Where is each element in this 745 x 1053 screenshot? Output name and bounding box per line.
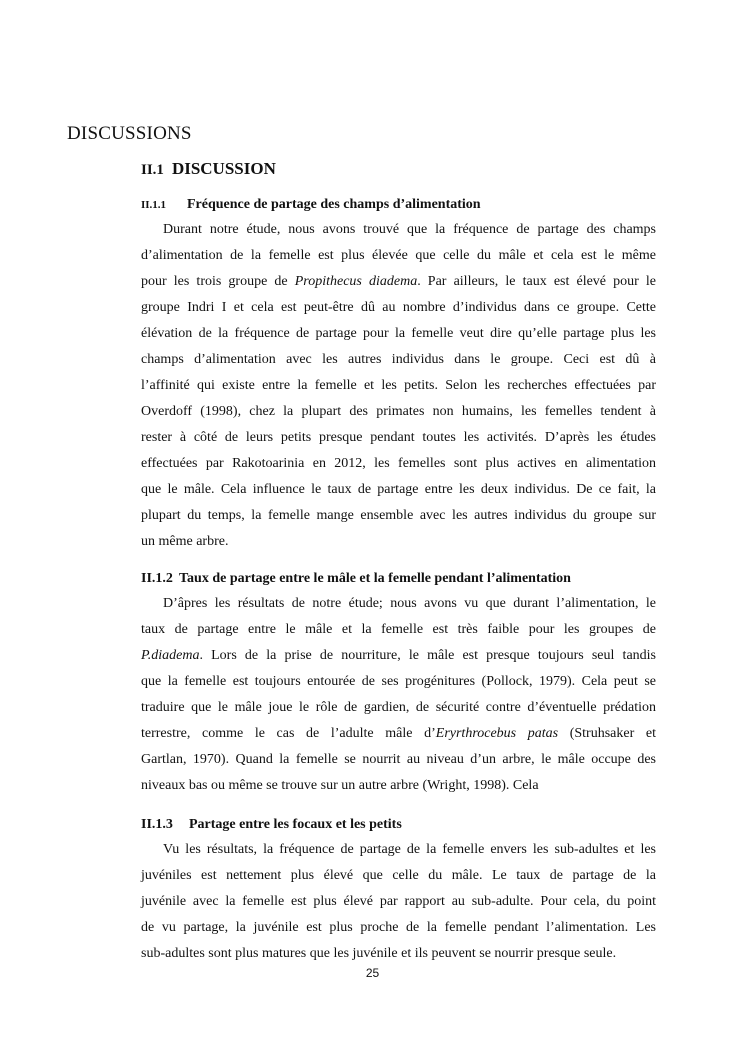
text-line: pour les trois groupe de Propithecus diadema. Par ailleurs, le taux est élevé pour le: [141, 274, 656, 289]
text-line: Vu les résultats, la fréquence de partage de la femelle envers les sub-adultes et les: [163, 842, 656, 857]
text-line: traduire que le mâle joue le rôle de gardien, de sécurité contre d’éventuelle prédation: [141, 700, 656, 715]
species-name: Eryrthrocebus patas: [435, 726, 559, 741]
text-line: champs d’alimentation avec les autres individus dans le groupe. Ceci est dû à: [141, 352, 656, 367]
text-line: que le mâle. Cela influence le taux de partage entre les deux individus. De ce fait, la: [141, 482, 656, 497]
text-line: groupe Indri I et cela est peut-être dû au nombre d’individus dans ce groupe. Cette: [141, 300, 656, 315]
subsection-heading: [141, 817, 402, 833]
text-line: P.diadema. Lors de la prise de nourriture, le mâle est presque toujours seul tandis: [141, 648, 656, 663]
subsection-title: Fréquence de partage des champs d’alimentation: [187, 197, 481, 212]
text-line: rester à côté de leurs petits presque pendant toutes les activités. D’après les études: [141, 430, 656, 445]
text-line: juvéniles est nettement plus élevé que celle du mâle. Le taux de partage de la: [141, 868, 656, 883]
species-name: Propithecus diadema: [294, 274, 418, 289]
subsection-number: II.1.2: [141, 571, 173, 586]
paragraph: [141, 591, 656, 799]
paragraph: [141, 217, 656, 555]
text-line: plupart du temps, la femelle mange ensemble avec les autres individus du groupe sur: [141, 508, 656, 523]
section-title: DISCUSSION: [171, 159, 276, 178]
text-line: niveaux bas ou même se trouve sur un autre arbre (Wright, 1998). Cela: [141, 778, 539, 793]
text-line: juvénile avec la femelle est plus élevé par rapport au sub-adulte. Pour cela, du point: [141, 894, 656, 909]
text-line: Gartlan, 1970). Quand la femelle se nourrit au niveau d’un arbre, le mâle occupe des: [141, 752, 656, 767]
text-line: un même arbre.: [141, 534, 229, 549]
subsection-title: Taux de partage entre le mâle et la femelle pendant l’alimentation: [179, 571, 571, 586]
section-number: II.1: [141, 162, 164, 178]
text-line: sub-adultes sont plus matures que les juvénile et ils peuvent se nourrir presque seule.: [141, 946, 617, 961]
text-line: élévation de la fréquence de partage pour la femelle veut dire qu’elle partage plus les: [141, 326, 656, 341]
page-number: 25: [365, 966, 380, 980]
text-line: taux de partage entre le mâle et la femelle est très faible pour les groupes de: [141, 622, 656, 637]
text-line: l’affinité qui existe entre la femelle et les petits. Selon les recherches effectuées par: [141, 378, 656, 393]
subsection-heading: [141, 197, 481, 213]
subsection-number: II.1.1: [141, 199, 167, 211]
chapter-heading: DISCUSSIONS: [67, 123, 192, 144]
text-line: que la femelle est toujours entourée de ses progénitures (Pollock, 1979). Cela peut se: [141, 674, 656, 689]
text-line: D’âpres les résultats de notre étude; nous avons vu que durant l’alimentation, le: [163, 596, 656, 611]
text-line: terrestre, comme le cas de l’adulte mâle d’Eryrthrocebus patas (Struhsaker et: [141, 726, 656, 741]
text-line: Durant notre étude, nous avons trouvé que la fréquence de partage des champs: [163, 222, 656, 237]
subsection-title: Partage entre les focaux et les petits: [189, 817, 402, 832]
text-line: d’alimentation de la femelle est plus élevée que celle du mâle et cela est le même: [141, 248, 656, 263]
text-line: de vu partage, la juvénile est plus proche de la femelle pendant l’alimentation. Les: [141, 920, 656, 935]
paragraph: [141, 837, 656, 967]
subsection-heading: [141, 571, 571, 587]
text-line: effectuées par Rakotoarinia en 2012, les femelles sont plus actives en alimentation: [141, 456, 656, 471]
species-name: P.diadema: [141, 648, 200, 663]
subsection-number: II.1.3: [141, 817, 173, 832]
text-line: Overdoff (1998), chez la plupart des primates non humains, les femelles tendent à: [141, 404, 656, 419]
section-heading: [141, 159, 276, 179]
